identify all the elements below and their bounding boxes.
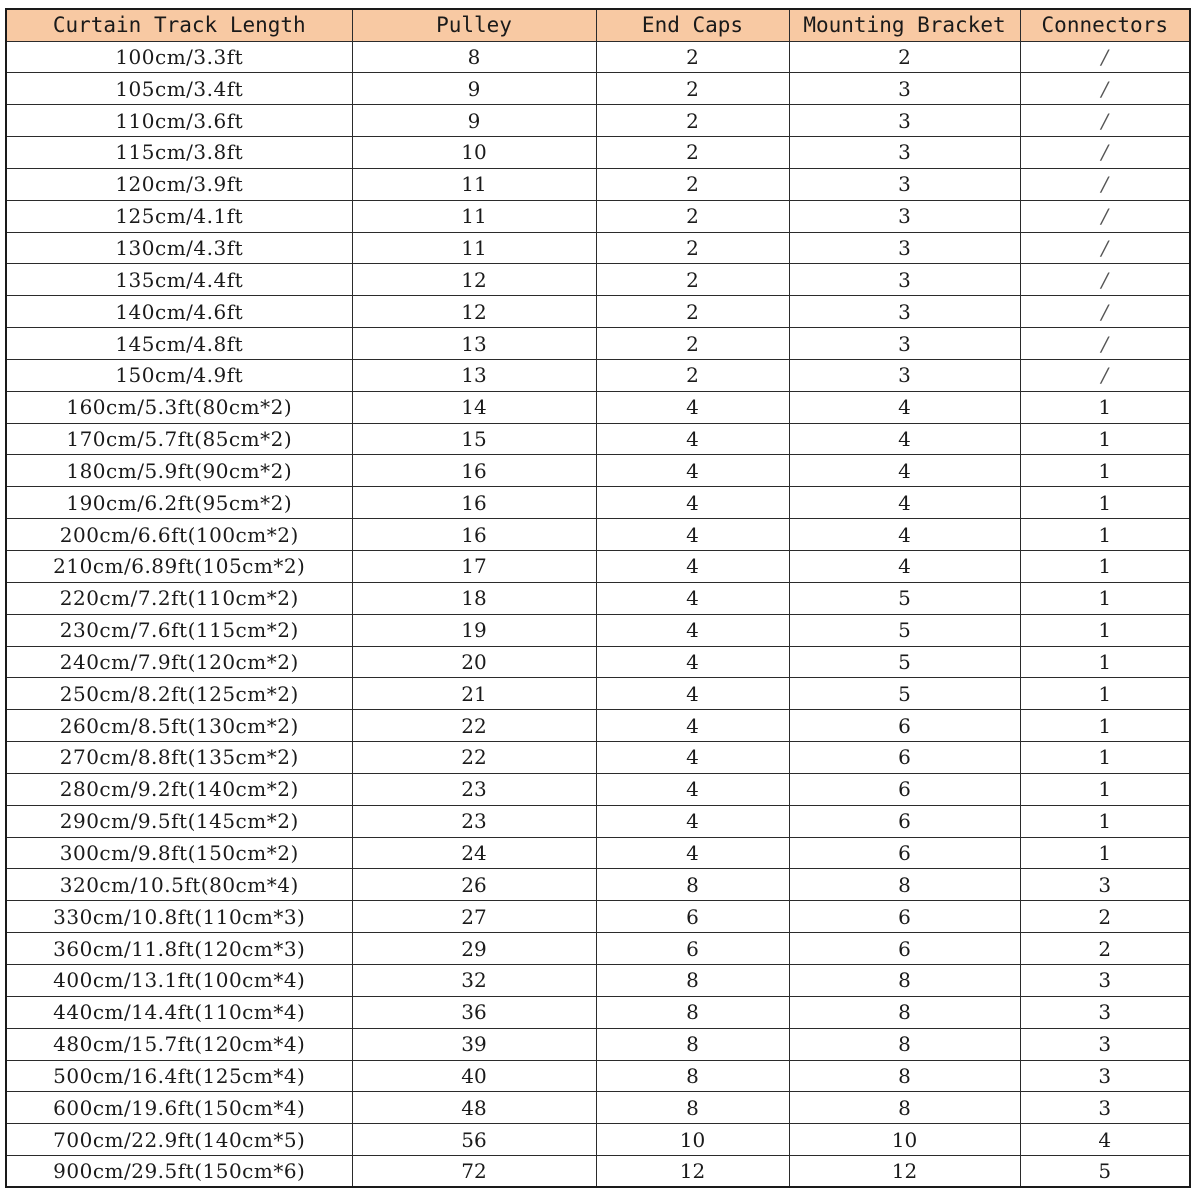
pulley-cell[interactable]: 56 xyxy=(352,1124,596,1156)
pulley-cell[interactable]: 17 xyxy=(352,551,596,583)
end-caps-cell[interactable]: 2 xyxy=(596,73,789,105)
end-caps-cell[interactable]: 2 xyxy=(596,137,789,169)
connectors-cell[interactable]: / xyxy=(1020,359,1190,391)
table-row xyxy=(6,901,1190,933)
end-caps-cell[interactable]: 4 xyxy=(596,646,789,678)
connectors-cell[interactable]: 1 xyxy=(1020,614,1190,646)
table-row xyxy=(6,646,1190,678)
connectors-cell[interactable]: 3 xyxy=(1020,869,1190,901)
track-length-cell[interactable]: 480cm/15.7ft(120cm*4) xyxy=(6,1028,352,1060)
table-row xyxy=(6,742,1190,774)
table-row xyxy=(6,964,1190,996)
pulley-cell[interactable]: 48 xyxy=(352,1092,596,1124)
mounting-bracket-cell[interactable]: 3 xyxy=(789,328,1020,360)
table-row xyxy=(6,168,1190,200)
end-caps-cell[interactable]: 4 xyxy=(596,678,789,710)
table-row xyxy=(6,614,1190,646)
pulley-cell[interactable]: 40 xyxy=(352,1060,596,1092)
track-length-cell[interactable]: 600cm/19.6ft(150cm*4) xyxy=(6,1092,352,1124)
track-length-cell[interactable]: 150cm/4.9ft xyxy=(6,359,352,391)
connectors-cell[interactable]: / xyxy=(1020,41,1190,73)
table-row xyxy=(6,678,1190,710)
track-length-cell[interactable]: 500cm/16.4ft(125cm*4) xyxy=(6,1060,352,1092)
end-caps-cell[interactable]: 8 xyxy=(596,1092,789,1124)
mounting-bracket-cell[interactable]: 4 xyxy=(789,455,1020,487)
track-length-cell[interactable]: 250cm/8.2ft(125cm*2) xyxy=(6,678,352,710)
end-caps-cell[interactable]: 2 xyxy=(596,200,789,232)
track-length-cell[interactable]: 900cm/29.5ft(150cm*6) xyxy=(6,1156,352,1188)
connectors-cell[interactable]: 4 xyxy=(1020,1124,1190,1156)
pulley-cell[interactable]: 10 xyxy=(352,137,596,169)
connectors-cell[interactable]: / xyxy=(1020,296,1190,328)
mounting-bracket-cell[interactable]: 3 xyxy=(789,73,1020,105)
connectors-cell[interactable]: 2 xyxy=(1020,933,1190,965)
end-caps-cell[interactable]: 4 xyxy=(596,837,789,869)
table-row xyxy=(6,773,1190,805)
pulley-cell[interactable]: 20 xyxy=(352,646,596,678)
track-length-cell[interactable]: 115cm/3.8ft xyxy=(6,137,352,169)
connectors-cell[interactable]: / xyxy=(1020,264,1190,296)
end-caps-cell[interactable]: 10 xyxy=(596,1124,789,1156)
end-caps-cell[interactable]: 2 xyxy=(596,359,789,391)
table-row xyxy=(6,296,1190,328)
pulley-cell[interactable]: 11 xyxy=(352,200,596,232)
end-caps-cell[interactable]: 4 xyxy=(596,423,789,455)
end-caps-cell[interactable]: 6 xyxy=(596,933,789,965)
mounting-bracket-cell[interactable]: 3 xyxy=(789,232,1020,264)
mounting-bracket-cell[interactable]: 8 xyxy=(789,1028,1020,1060)
pulley-cell[interactable]: 13 xyxy=(352,359,596,391)
table-row xyxy=(6,423,1190,455)
end-caps-cell[interactable]: 4 xyxy=(596,742,789,774)
track-length-cell[interactable]: 440cm/14.4ft(110cm*4) xyxy=(6,996,352,1028)
connectors-cell[interactable]: / xyxy=(1020,232,1190,264)
mounting-bracket-cell[interactable]: 6 xyxy=(789,901,1020,933)
pulley-cell[interactable]: 11 xyxy=(352,232,596,264)
end-caps-cell[interactable]: 4 xyxy=(596,582,789,614)
end-caps-cell[interactable]: 4 xyxy=(596,773,789,805)
connectors-cell[interactable]: 2 xyxy=(1020,901,1190,933)
track-length-cell[interactable]: 135cm/4.4ft xyxy=(6,264,352,296)
table-row xyxy=(6,137,1190,169)
connectors-cell[interactable]: / xyxy=(1020,328,1190,360)
table-row xyxy=(6,933,1190,965)
track-length-cell[interactable]: 180cm/5.9ft(90cm*2) xyxy=(6,455,352,487)
connectors-cell[interactable]: / xyxy=(1020,168,1190,200)
curtain-track-parts-table xyxy=(5,8,1191,1188)
table-body xyxy=(6,41,1190,1187)
mounting-bracket-cell[interactable]: 4 xyxy=(789,423,1020,455)
end-caps-cell[interactable]: 2 xyxy=(596,328,789,360)
pulley-cell[interactable]: 11 xyxy=(352,168,596,200)
pulley-cell[interactable]: 22 xyxy=(352,710,596,742)
mounting-bracket-cell[interactable]: 5 xyxy=(789,678,1020,710)
connectors-cell[interactable]: 5 xyxy=(1020,1156,1190,1188)
table-row xyxy=(6,1124,1190,1156)
end-caps-cell[interactable]: 6 xyxy=(596,901,789,933)
mounting-bracket-cell[interactable]: 6 xyxy=(789,710,1020,742)
end-caps-cell[interactable]: 8 xyxy=(596,1060,789,1092)
track-length-cell[interactable]: 400cm/13.1ft(100cm*4) xyxy=(6,964,352,996)
end-caps-cell[interactable]: 4 xyxy=(596,805,789,837)
pulley-cell[interactable]: 32 xyxy=(352,964,596,996)
table-row xyxy=(6,1092,1190,1124)
pulley-cell[interactable]: 26 xyxy=(352,869,596,901)
connectors-cell[interactable]: 1 xyxy=(1020,646,1190,678)
track-length-cell[interactable]: 270cm/8.8ft(135cm*2) xyxy=(6,742,352,774)
table-row xyxy=(6,328,1190,360)
pulley-cell[interactable]: 15 xyxy=(352,423,596,455)
end-caps-cell[interactable]: 8 xyxy=(596,996,789,1028)
pulley-cell[interactable]: 13 xyxy=(352,328,596,360)
track-length-cell[interactable]: 110cm/3.6ft xyxy=(6,105,352,137)
end-caps-cell[interactable]: 4 xyxy=(596,391,789,423)
pulley-cell[interactable]: 23 xyxy=(352,773,596,805)
pulley-cell[interactable]: 9 xyxy=(352,73,596,105)
mounting-bracket-cell[interactable]: 4 xyxy=(789,487,1020,519)
connectors-cell[interactable]: 1 xyxy=(1020,582,1190,614)
mounting-bracket-cell[interactable]: 5 xyxy=(789,646,1020,678)
mounting-bracket-cell[interactable]: 12 xyxy=(789,1156,1020,1188)
end-caps-cell[interactable]: 4 xyxy=(596,614,789,646)
spreadsheet-sheet xyxy=(5,8,1191,1188)
track-length-cell[interactable]: 220cm/7.2ft(110cm*2) xyxy=(6,582,352,614)
mounting-bracket-cell[interactable]: 3 xyxy=(789,105,1020,137)
track-length-cell[interactable]: 230cm/7.6ft(115cm*2) xyxy=(6,614,352,646)
mounting-bracket-cell[interactable]: 3 xyxy=(789,264,1020,296)
header-row xyxy=(6,9,1190,41)
mounting-bracket-cell[interactable]: 6 xyxy=(789,805,1020,837)
track-length-cell[interactable]: 210cm/6.89ft(105cm*2) xyxy=(6,551,352,583)
header-pulley[interactable]: Pulley xyxy=(352,9,596,41)
mounting-bracket-cell[interactable]: 6 xyxy=(789,933,1020,965)
header-connectors[interactable]: Connectors xyxy=(1020,9,1190,41)
connectors-cell[interactable]: 1 xyxy=(1020,710,1190,742)
mounting-bracket-cell[interactable]: 4 xyxy=(789,519,1020,551)
table-row xyxy=(6,1060,1190,1092)
connectors-cell[interactable]: 1 xyxy=(1020,773,1190,805)
connectors-cell[interactable]: / xyxy=(1020,200,1190,232)
pulley-cell[interactable]: 14 xyxy=(352,391,596,423)
table-row xyxy=(6,455,1190,487)
mounting-bracket-cell[interactable]: 6 xyxy=(789,742,1020,774)
track-length-cell[interactable]: 130cm/4.3ft xyxy=(6,232,352,264)
connectors-cell[interactable]: 1 xyxy=(1020,837,1190,869)
mounting-bracket-cell[interactable]: 6 xyxy=(789,773,1020,805)
mounting-bracket-cell[interactable]: 8 xyxy=(789,869,1020,901)
mounting-bracket-cell[interactable]: 3 xyxy=(789,168,1020,200)
pulley-cell[interactable]: 72 xyxy=(352,1156,596,1188)
track-length-cell[interactable]: 280cm/9.2ft(140cm*2) xyxy=(6,773,352,805)
mounting-bracket-cell[interactable]: 3 xyxy=(789,296,1020,328)
track-length-cell[interactable]: 190cm/6.2ft(95cm*2) xyxy=(6,487,352,519)
table-row xyxy=(6,232,1190,264)
header-end-caps[interactable]: End Caps xyxy=(596,9,789,41)
pulley-cell[interactable]: 27 xyxy=(352,901,596,933)
mounting-bracket-cell[interactable]: 3 xyxy=(789,200,1020,232)
track-length-cell[interactable]: 290cm/9.5ft(145cm*2) xyxy=(6,805,352,837)
pulley-cell[interactable]: 16 xyxy=(352,519,596,551)
track-length-cell[interactable]: 300cm/9.8ft(150cm*2) xyxy=(6,837,352,869)
table-row xyxy=(6,869,1190,901)
table-row xyxy=(6,105,1190,137)
pulley-cell[interactable]: 16 xyxy=(352,487,596,519)
connectors-cell[interactable]: 1 xyxy=(1020,678,1190,710)
end-caps-cell[interactable]: 4 xyxy=(596,710,789,742)
pulley-cell[interactable]: 36 xyxy=(352,996,596,1028)
track-length-cell[interactable]: 260cm/8.5ft(130cm*2) xyxy=(6,710,352,742)
end-caps-cell[interactable]: 12 xyxy=(596,1156,789,1188)
track-length-cell[interactable]: 200cm/6.6ft(100cm*2) xyxy=(6,519,352,551)
mounting-bracket-cell[interactable]: 4 xyxy=(789,551,1020,583)
track-length-cell[interactable]: 160cm/5.3ft(80cm*2) xyxy=(6,391,352,423)
connectors-cell[interactable]: 1 xyxy=(1020,487,1190,519)
pulley-cell[interactable]: 24 xyxy=(352,837,596,869)
track-length-cell[interactable]: 240cm/7.9ft(120cm*2) xyxy=(6,646,352,678)
pulley-cell[interactable]: 23 xyxy=(352,805,596,837)
mounting-bracket-cell[interactable]: 5 xyxy=(789,614,1020,646)
table-row xyxy=(6,1028,1190,1060)
mounting-bracket-cell[interactable]: 3 xyxy=(789,359,1020,391)
pulley-cell[interactable]: 12 xyxy=(352,264,596,296)
pulley-cell[interactable]: 19 xyxy=(352,614,596,646)
table-row xyxy=(6,710,1190,742)
mounting-bracket-cell[interactable]: 2 xyxy=(789,41,1020,73)
pulley-cell[interactable]: 8 xyxy=(352,41,596,73)
mounting-bracket-cell[interactable]: 8 xyxy=(789,1092,1020,1124)
end-caps-cell[interactable]: 2 xyxy=(596,264,789,296)
table-row xyxy=(6,582,1190,614)
connectors-cell[interactable]: 1 xyxy=(1020,519,1190,551)
track-length-cell[interactable]: 120cm/3.9ft xyxy=(6,168,352,200)
table-row xyxy=(6,200,1190,232)
end-caps-cell[interactable]: 2 xyxy=(596,232,789,264)
end-caps-cell[interactable]: 4 xyxy=(596,487,789,519)
end-caps-cell[interactable]: 4 xyxy=(596,551,789,583)
end-caps-cell[interactable]: 8 xyxy=(596,964,789,996)
connectors-cell[interactable]: 1 xyxy=(1020,455,1190,487)
end-caps-cell[interactable]: 2 xyxy=(596,105,789,137)
connectors-cell[interactable]: 1 xyxy=(1020,805,1190,837)
end-caps-cell[interactable]: 8 xyxy=(596,1028,789,1060)
connectors-cell[interactable]: 1 xyxy=(1020,551,1190,583)
track-length-cell[interactable]: 100cm/3.3ft xyxy=(6,41,352,73)
pulley-cell[interactable]: 39 xyxy=(352,1028,596,1060)
connectors-cell[interactable]: / xyxy=(1020,105,1190,137)
mounting-bracket-cell[interactable]: 8 xyxy=(789,996,1020,1028)
table-row xyxy=(6,1156,1190,1188)
pulley-cell[interactable]: 16 xyxy=(352,455,596,487)
end-caps-cell[interactable]: 2 xyxy=(596,296,789,328)
track-length-cell[interactable]: 170cm/5.7ft(85cm*2) xyxy=(6,423,352,455)
table-row xyxy=(6,519,1190,551)
mounting-bracket-cell[interactable]: 5 xyxy=(789,582,1020,614)
track-length-cell[interactable]: 145cm/4.8ft xyxy=(6,328,352,360)
table-row xyxy=(6,837,1190,869)
connectors-cell[interactable]: 3 xyxy=(1020,1028,1190,1060)
track-length-cell[interactable]: 125cm/4.1ft xyxy=(6,200,352,232)
pulley-cell[interactable]: 21 xyxy=(352,678,596,710)
mounting-bracket-cell[interactable]: 6 xyxy=(789,837,1020,869)
mounting-bracket-cell[interactable]: 3 xyxy=(789,137,1020,169)
track-length-cell[interactable]: 105cm/3.4ft xyxy=(6,73,352,105)
end-caps-cell[interactable]: 8 xyxy=(596,869,789,901)
connectors-cell[interactable]: 3 xyxy=(1020,996,1190,1028)
pulley-cell[interactable]: 22 xyxy=(352,742,596,774)
connectors-cell[interactable]: / xyxy=(1020,73,1190,105)
end-caps-cell[interactable]: 4 xyxy=(596,455,789,487)
track-length-cell[interactable]: 320cm/10.5ft(80cm*4) xyxy=(6,869,352,901)
pulley-cell[interactable]: 12 xyxy=(352,296,596,328)
connectors-cell[interactable]: / xyxy=(1020,137,1190,169)
table-row xyxy=(6,391,1190,423)
header-curtain-track-length[interactable]: Curtain Track Length xyxy=(6,9,352,41)
connectors-cell[interactable]: 3 xyxy=(1020,1092,1190,1124)
track-length-cell[interactable]: 140cm/4.6ft xyxy=(6,296,352,328)
mounting-bracket-cell[interactable]: 8 xyxy=(789,1060,1020,1092)
pulley-cell[interactable]: 18 xyxy=(352,582,596,614)
table-row xyxy=(6,805,1190,837)
table-row xyxy=(6,359,1190,391)
table-row xyxy=(6,996,1190,1028)
table-row xyxy=(6,41,1190,73)
end-caps-cell[interactable]: 2 xyxy=(596,41,789,73)
connectors-cell[interactable]: 3 xyxy=(1020,964,1190,996)
connectors-cell[interactable]: 3 xyxy=(1020,1060,1190,1092)
end-caps-cell[interactable]: 2 xyxy=(596,168,789,200)
pulley-cell[interactable]: 29 xyxy=(352,933,596,965)
table-row xyxy=(6,264,1190,296)
pulley-cell[interactable]: 9 xyxy=(352,105,596,137)
track-length-cell[interactable]: 330cm/10.8ft(110cm*3) xyxy=(6,901,352,933)
connectors-cell[interactable]: 1 xyxy=(1020,391,1190,423)
table-row xyxy=(6,73,1190,105)
track-length-cell[interactable]: 700cm/22.9ft(140cm*5) xyxy=(6,1124,352,1156)
mounting-bracket-cell[interactable]: 8 xyxy=(789,964,1020,996)
connectors-cell[interactable]: 1 xyxy=(1020,423,1190,455)
table-row xyxy=(6,487,1190,519)
connectors-cell[interactable]: 1 xyxy=(1020,742,1190,774)
mounting-bracket-cell[interactable]: 10 xyxy=(789,1124,1020,1156)
end-caps-cell[interactable]: 4 xyxy=(596,519,789,551)
header-mounting-bracket[interactable]: Mounting Bracket xyxy=(789,9,1020,41)
track-length-cell[interactable]: 360cm/11.8ft(120cm*3) xyxy=(6,933,352,965)
table-row xyxy=(6,551,1190,583)
mounting-bracket-cell[interactable]: 4 xyxy=(789,391,1020,423)
